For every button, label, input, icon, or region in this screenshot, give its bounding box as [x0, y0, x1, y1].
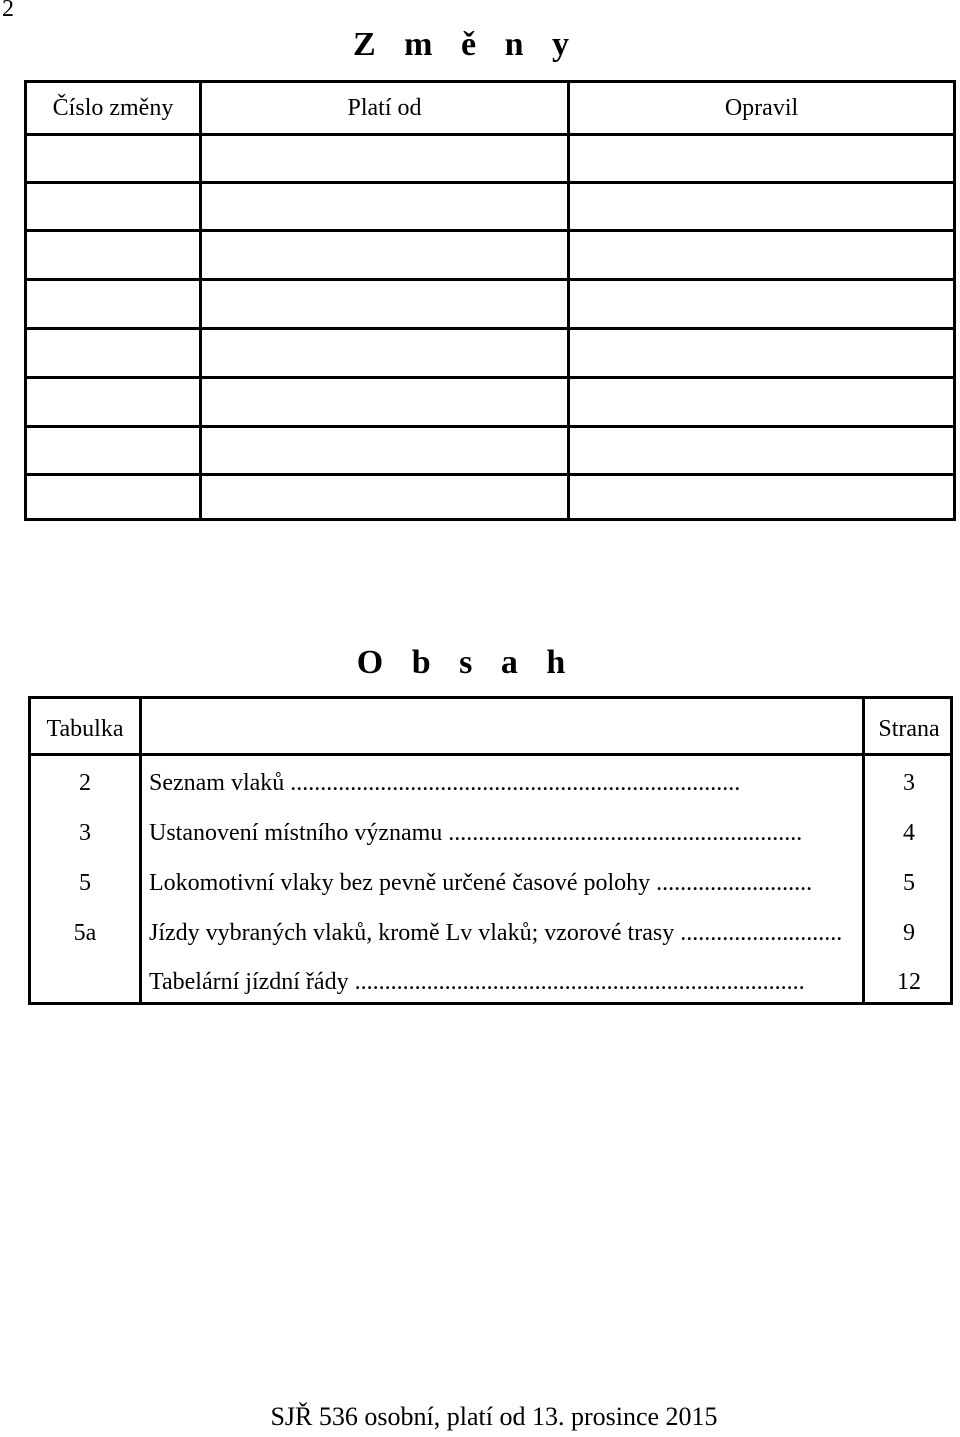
toc-page: 3	[903, 770, 915, 796]
row-divider	[27, 327, 953, 330]
changes-table	[24, 80, 956, 521]
contents-table	[28, 696, 953, 1005]
column-divider	[567, 83, 570, 518]
row-divider	[27, 229, 953, 232]
header-table: Tabulka	[46, 716, 124, 742]
row-divider	[27, 133, 953, 136]
toc-page: 9	[903, 920, 915, 946]
header-page: Strana	[878, 716, 940, 742]
toc-table-number: 2	[79, 770, 91, 796]
contents-heading: O b s a h	[356, 644, 576, 681]
changes-heading: Z m ě n y	[353, 26, 579, 63]
toc-row	[31, 908, 950, 958]
toc-title: Tabelární jízdní řády ...........................................................................	[149, 969, 805, 995]
toc-title: Ustanovení místního významu ...........................................................	[149, 820, 803, 846]
row-divider	[27, 181, 953, 184]
toc-row	[31, 957, 950, 1007]
header-divider	[31, 753, 950, 756]
row-divider	[27, 425, 953, 428]
row-divider	[27, 376, 953, 379]
toc-title: Lokomotivní vlaky bez pevně určené časové polohy ..........................	[149, 870, 813, 896]
toc-row	[31, 858, 950, 908]
toc-page: 5	[903, 870, 915, 896]
toc-table-number: 5	[79, 870, 91, 896]
toc-title: Seznam vlaků ...........................................................................	[149, 770, 741, 796]
toc-title: Jízdy vybraných vlaků, kromě Lv vlaků; vzorové trasy ...........................	[149, 920, 843, 946]
toc-page: 4	[903, 820, 915, 846]
page-number: 2	[2, 0, 14, 22]
toc-row	[31, 808, 950, 858]
header-corrected-by: Opravil	[724, 95, 799, 121]
toc-table-number: 3	[79, 820, 91, 846]
footer-text: SJŘ 536 osobní, platí od 13. prosince 2015	[270, 1402, 718, 1431]
row-divider	[27, 473, 953, 476]
toc-table-number: 5a	[73, 920, 97, 946]
header-valid-from: Platí od	[347, 95, 422, 121]
toc-row	[31, 758, 950, 808]
column-divider	[199, 83, 202, 518]
row-divider	[27, 278, 953, 281]
toc-page: 12	[897, 969, 921, 995]
header-change-number: Číslo změny	[52, 95, 174, 121]
